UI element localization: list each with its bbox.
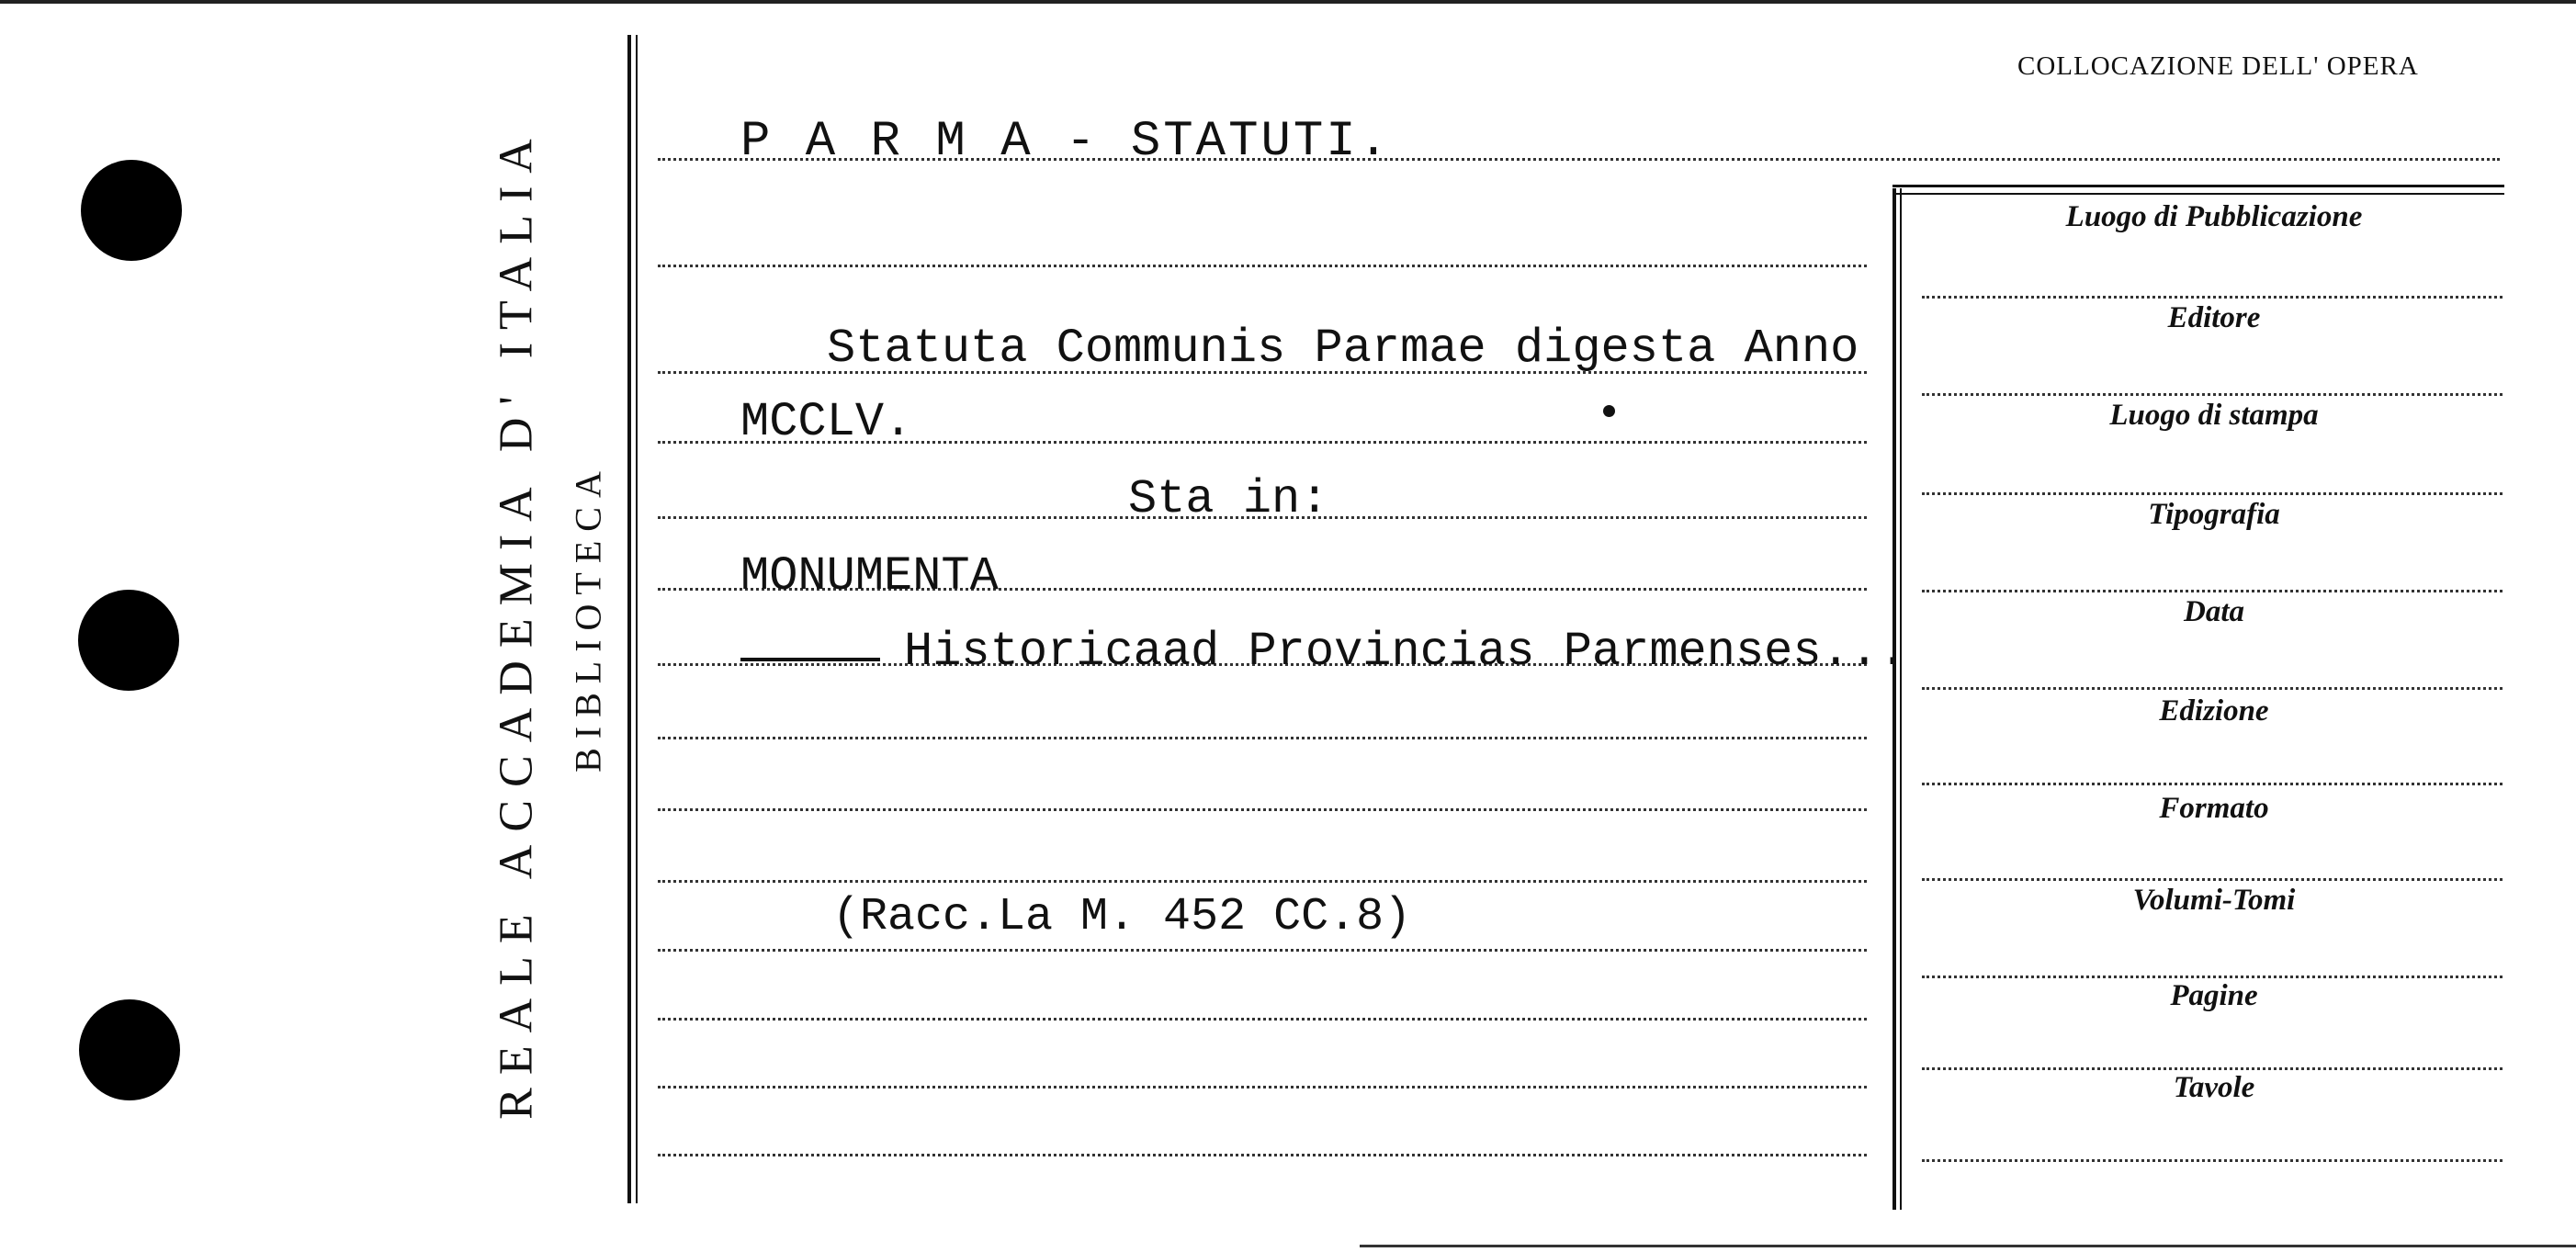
field-dotted-line — [1922, 1067, 2503, 1070]
field-dotted-line — [1922, 687, 2503, 690]
field-label-date: Data — [2184, 595, 2244, 628]
punch-hole-bottom — [79, 999, 180, 1100]
field-label-pages: Pagine — [2170, 979, 2258, 1012]
field-label-place-of-printing: Luogo di stampa — [2109, 399, 2319, 432]
field-label-format: Formato — [2159, 792, 2269, 825]
field-dotted-line — [1922, 976, 2503, 978]
card-top-edge — [0, 0, 2576, 4]
field-label-place-of-publication: Luogo di Pubblicazione — [2065, 200, 2363, 233]
entry-line: MCCLV. — [740, 395, 913, 449]
field-dotted-line — [1922, 590, 2503, 592]
field-label-edition: Edizione — [2159, 694, 2269, 728]
field-dotted-line — [1922, 878, 2503, 881]
fields-double-rule — [1892, 188, 1896, 1210]
card-bottom-edge — [1360, 1245, 2576, 1247]
field-dotted-line — [1922, 783, 2503, 785]
department-label: BIBLIOTECA — [567, 462, 609, 773]
entry-line: Statuta Communis Parmae digesta Anno — [827, 321, 1859, 376]
dotted-line — [658, 949, 1867, 952]
entry-line: MONUMENTA — [740, 549, 999, 603]
punch-hole-middle — [78, 590, 179, 691]
location-header: COLLOCAZIONE DELL' OPERA — [2017, 51, 2419, 81]
dotted-line — [658, 1086, 1867, 1088]
fields-double-rule-inner — [1900, 188, 1902, 1210]
entry-line: Sta in: — [1128, 472, 1329, 526]
institution-label: REALE ACCADEMIA D' ITALIA — [490, 126, 543, 1120]
field-dotted-line — [1922, 1159, 2503, 1162]
field-label-publisher: Editore — [2167, 301, 2261, 334]
field-dotted-line — [1922, 296, 2503, 299]
fields-top-rule-inner — [1892, 193, 2504, 195]
field-label-volumes: Volumi-Tomi — [2132, 884, 2296, 917]
left-double-rule-inner — [636, 35, 638, 1203]
punch-hole-top — [81, 160, 182, 261]
left-double-rule — [627, 35, 631, 1203]
dotted-line — [658, 737, 1867, 739]
dotted-line — [658, 808, 1867, 811]
shelf-reference: (Racc.La M. 452 CC.8) — [832, 891, 1412, 943]
dotted-line — [658, 265, 1867, 267]
fields-top-rule — [1892, 185, 2504, 187]
entry-line: Historicaad Provincias Parmenses... — [904, 625, 1908, 679]
ink-dot — [1603, 405, 1615, 417]
field-dotted-line — [1922, 492, 2503, 495]
field-label-plates: Tavole — [2173, 1071, 2255, 1104]
entry-heading: P A R M A - STATUTI. — [740, 114, 1392, 170]
dotted-line — [658, 880, 1867, 883]
dotted-line — [658, 1018, 1867, 1021]
ditto-dash — [740, 658, 880, 661]
field-label-printer: Tipografia — [2148, 498, 2280, 531]
field-dotted-line — [1922, 393, 2503, 396]
dotted-line — [658, 1154, 1867, 1156]
